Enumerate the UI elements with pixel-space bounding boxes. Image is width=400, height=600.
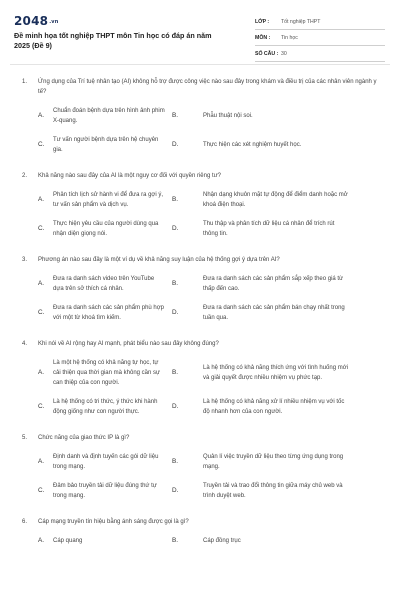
- question-text: [0, 255, 400, 265]
- option-text: Thu thập và phân tích dữ liệu cá nhân để trích rút thông tin.: [203, 221, 335, 237]
- answer-option-c[interactable]: [0, 481, 172, 501]
- meta-value: Tốt nghiệp THPT: [281, 18, 321, 25]
- option-letter: D.: [172, 309, 179, 316]
- question: [0, 339, 400, 417]
- question-text: [0, 77, 400, 97]
- option-row: [0, 536, 400, 546]
- question-number: 5.: [22, 435, 28, 441]
- option-letter: B.: [172, 112, 179, 119]
- question-body: Ứng dụng của Trí tuệ nhân tạo (AI) không hỗ trợ được công việc nào sau đây trong khám và điều trị của các nhân viên ngành y tế?: [38, 79, 377, 95]
- meta-value: Tin học: [281, 34, 298, 41]
- option-row: [0, 397, 400, 417]
- option-row: [0, 481, 400, 501]
- option-row: [0, 135, 400, 155]
- option-row: [0, 190, 400, 210]
- option-letter: D.: [172, 141, 179, 148]
- answer-option-d[interactable]: [172, 303, 356, 323]
- page-header: [0, 0, 400, 64]
- option-text: Quản lí việc truyền dữ liệu theo từng ứng dụng trong mạng.: [203, 454, 344, 470]
- option-letter: C.: [38, 403, 45, 410]
- meta-label: SỐ CÂU :: [255, 50, 279, 57]
- question-list: [0, 65, 400, 546]
- option-text: Truyền tải và trao đổi thông tin giữa máy chủ web và trình duyệt web.: [203, 483, 343, 499]
- meta-label: LỚP :: [255, 18, 270, 25]
- option-letter: C.: [38, 487, 45, 494]
- option-row: [0, 303, 400, 323]
- question-text: [0, 339, 400, 349]
- question: [0, 171, 400, 239]
- answer-option-a[interactable]: [0, 190, 172, 210]
- question-number: 3.: [22, 257, 28, 263]
- answer-option-a[interactable]: [0, 106, 172, 126]
- option-row: [0, 358, 400, 388]
- option-text: Chuẩn đoán bệnh dựa trên hình ảnh phim X-quang.: [53, 108, 165, 124]
- answer-option-c[interactable]: [0, 397, 172, 417]
- question-text: [0, 433, 400, 443]
- option-row: [0, 219, 400, 239]
- answer-option-c[interactable]: [0, 303, 172, 323]
- answer-options: [0, 452, 400, 501]
- answer-option-c[interactable]: [0, 219, 172, 239]
- question: [0, 517, 400, 546]
- exam-meta: [255, 14, 385, 62]
- option-text: Thực hiện yêu cầu của người dùng qua nhận diện giọng nói.: [53, 221, 159, 237]
- option-letter: B.: [172, 458, 179, 465]
- meta-value: 30: [281, 50, 287, 57]
- meta-row-subject: [255, 30, 385, 46]
- option-text: Định danh và định tuyến các gói dữ liệu trong mạng.: [53, 454, 159, 470]
- answer-option-b[interactable]: [172, 358, 356, 388]
- answer-option-c[interactable]: [0, 135, 172, 155]
- question: [0, 255, 400, 323]
- option-text: Là hệ thống có khả năng xử lí nhiều nhiệm vụ với tốc độ nhanh hơn của con người.: [203, 399, 345, 415]
- option-letter: C.: [38, 309, 45, 316]
- answer-option-b[interactable]: [172, 536, 356, 546]
- option-letter: A.: [38, 369, 45, 376]
- meta-label: MÔN :: [255, 34, 271, 41]
- answer-option-a[interactable]: [0, 274, 172, 294]
- question: [0, 77, 400, 155]
- question-body: Phương án nào sau đây là một ví dụ về khả năng suy luận của hệ thống gợi ý dựa trên AI?: [38, 257, 280, 263]
- question-body: Cáp mạng truyền tín hiệu bằng ánh sáng được gọi là gì?: [38, 519, 189, 525]
- answer-option-b[interactable]: [172, 274, 356, 294]
- option-letter: B.: [172, 196, 179, 203]
- answer-options: [0, 274, 400, 323]
- answer-option-a[interactable]: [0, 358, 172, 388]
- question-text: [0, 171, 400, 181]
- option-letter: C.: [38, 225, 45, 232]
- answer-option-d[interactable]: [172, 219, 356, 239]
- option-text: Là hệ thống có khả năng thích ứng với tình huống mới và giải quyết được nhiều nhiệm vụ phức tạp.: [203, 365, 348, 381]
- question-text: [0, 517, 400, 527]
- option-text: Cáp đồng trục: [203, 538, 241, 544]
- option-text: Đưa ra danh sách các sản phẩm sắp xếp theo giá từ thấp đến cao.: [203, 276, 344, 292]
- option-text: Đưa ra danh sách các sản phẩm phù hợp với một từ khoá tìm kiếm.: [53, 305, 165, 321]
- answer-options: [0, 106, 400, 155]
- option-letter: A.: [38, 280, 45, 287]
- answer-option-d[interactable]: [172, 481, 356, 501]
- answer-option-d[interactable]: [172, 397, 356, 417]
- option-text: Đảm bảo truyền tải dữ liệu đúng thứ tự trong mạng.: [53, 483, 157, 499]
- question-body: Chức năng của giao thức IP là gì?: [38, 435, 130, 441]
- option-text: Là một hệ thống có khả năng tự học, tự cải thiện qua thời gian mà không cần sự can thiệp của con người.: [53, 360, 161, 386]
- answer-option-b[interactable]: [172, 190, 356, 210]
- question-number: 6.: [22, 519, 28, 525]
- answer-options: [0, 190, 400, 239]
- answer-options: [0, 358, 400, 417]
- question-body: Khả năng nào sau đây của AI là một nguy cơ đối với quyền riêng tư?: [38, 173, 221, 179]
- option-letter: D.: [172, 403, 179, 410]
- option-text: Thực hiện các xét nghiệm huyết học.: [203, 142, 302, 148]
- meta-row-class: [255, 14, 385, 30]
- option-text: Tư vấn người bệnh dựa trên hệ chuyên gia.: [53, 137, 159, 153]
- option-letter: A.: [38, 537, 45, 544]
- answer-option-d[interactable]: [172, 135, 356, 155]
- answer-option-a[interactable]: [0, 536, 172, 546]
- question-number: 2.: [22, 173, 28, 179]
- answer-option-a[interactable]: [0, 452, 172, 472]
- option-row: [0, 452, 400, 472]
- question: [0, 433, 400, 501]
- option-letter: D.: [172, 225, 179, 232]
- option-letter: A.: [38, 458, 45, 465]
- exam-title: Đề minh họa tốt nghiệp THPT môn Tin học có đáp án năm 2025 (Đề 9): [14, 31, 212, 50]
- answer-option-b[interactable]: [172, 452, 356, 472]
- option-text: Nhận dạng khuôn mặt tự động để điểm danh hoặc mở khoá điện thoại.: [203, 192, 348, 208]
- option-letter: A.: [38, 112, 45, 119]
- question-number: 4.: [22, 341, 28, 347]
- answer-options: [0, 536, 400, 546]
- option-text: Cáp quang: [53, 538, 83, 544]
- option-letter: B.: [172, 280, 179, 287]
- logo-text: 2048: [14, 14, 49, 28]
- option-row: [0, 106, 400, 126]
- option-text: Đưa ra danh sách các sản phẩm bán chạy nhất trong tuần qua.: [203, 305, 345, 321]
- option-letter: D.: [172, 487, 179, 494]
- option-text: Phân tích lịch sử hành vi để đưa ra gợi ý, tư vấn sản phẩm và dịch vụ.: [53, 192, 164, 208]
- option-row: [0, 274, 400, 294]
- option-letter: A.: [38, 196, 45, 203]
- option-letter: C.: [38, 141, 45, 148]
- option-letter: B.: [172, 537, 179, 544]
- meta-row-count: [255, 46, 385, 62]
- question-number: 1.: [22, 79, 28, 85]
- option-text: Phẫu thuật nội soi.: [203, 113, 253, 119]
- question-body: Khi nói về AI rộng hay AI mạnh, phát biểu nào sau đây không đúng?: [38, 341, 219, 347]
- answer-option-b[interactable]: [172, 106, 356, 126]
- option-text: Đưa ra danh sách video trên YouTube dựa trên sở thích cá nhân.: [53, 276, 155, 292]
- option-text: Là hệ thống có tri thức, ý thức khi hành động giống như con người thực.: [53, 399, 158, 415]
- option-letter: B.: [172, 369, 179, 376]
- logo-suffix: .vn: [49, 18, 59, 25]
